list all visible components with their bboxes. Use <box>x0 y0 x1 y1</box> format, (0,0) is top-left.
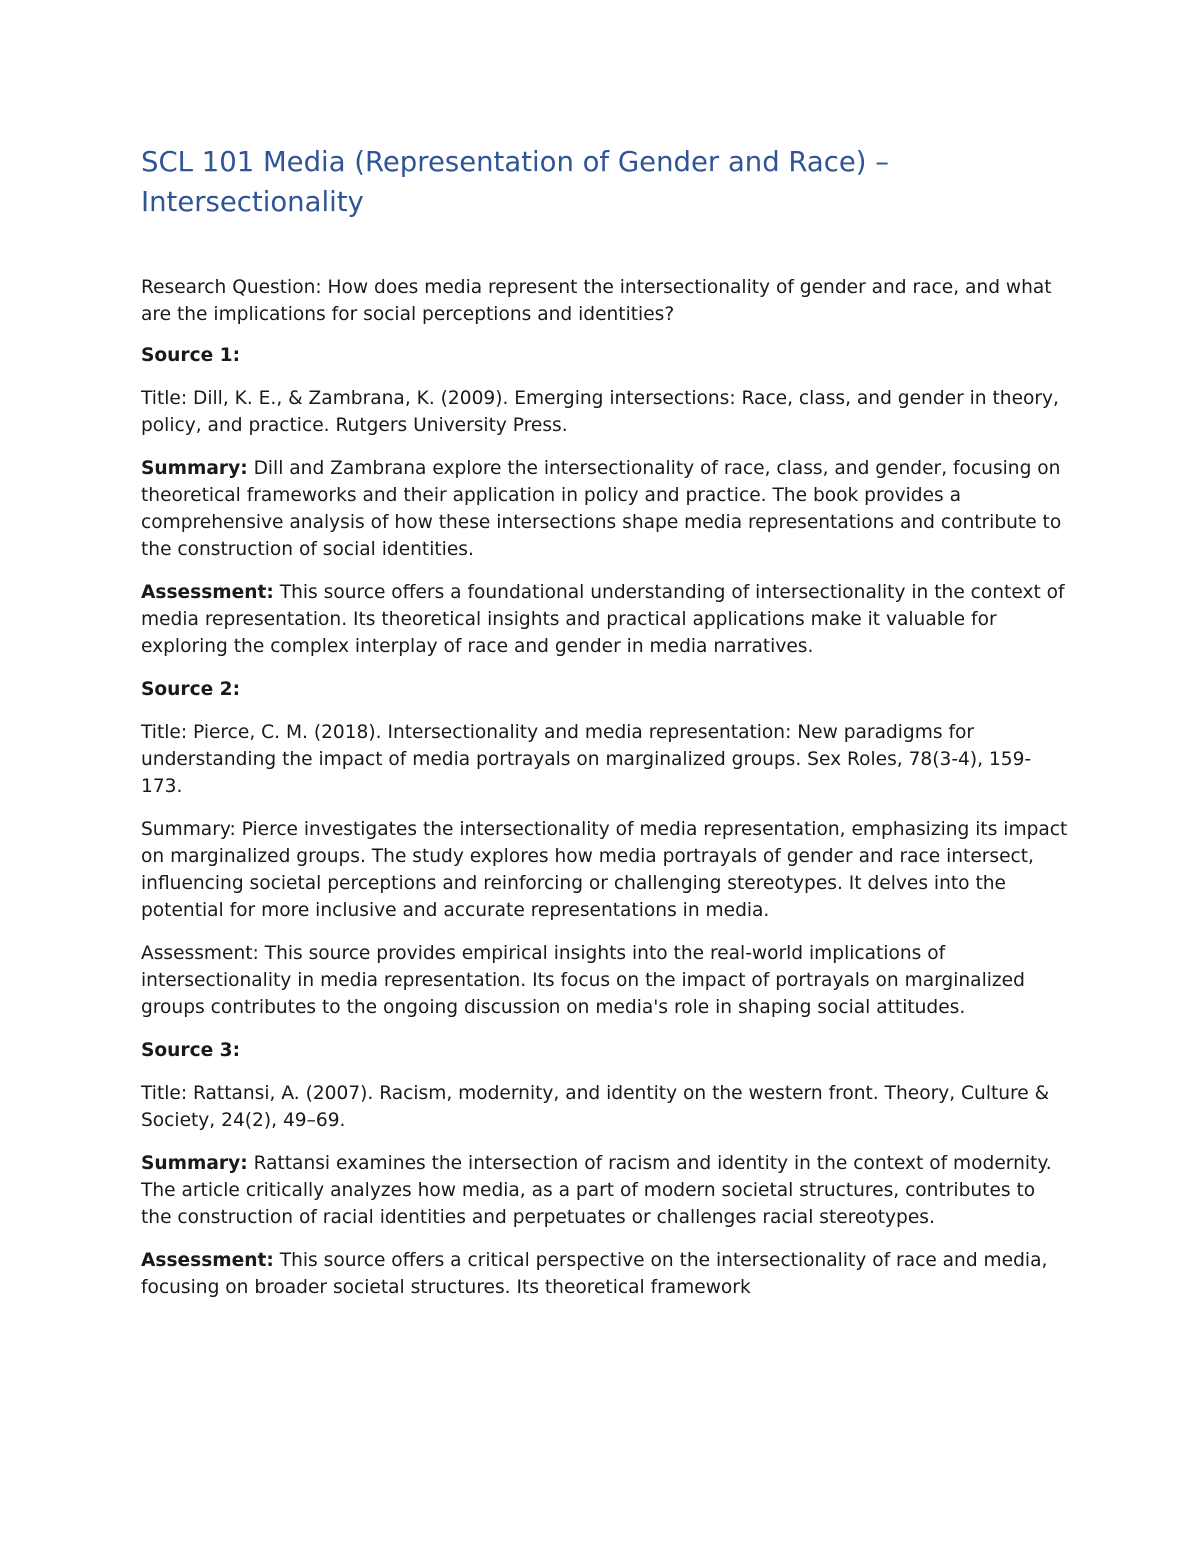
source-3 <box>141 1037 1071 1301</box>
source-summary <box>141 1150 1071 1231</box>
source-summary <box>141 455 1071 563</box>
source-heading: Source 1: <box>141 345 241 366</box>
source-1 <box>141 342 1071 660</box>
document-title: SCL 101 Media (Representation of Gender and Race) – Intersectionality <box>141 146 890 218</box>
source-assessment <box>141 1247 1071 1301</box>
source-summary: Summary: Pierce investigates the intersectionality of media representation, emphasizing its impact on marginalized groups. The study explores how media portrayals of gender and race intersect, influencing societal perceptions and reinforcing or challenging stereotypes. It delves into the potential for more inclusive and accurate representations in media. <box>141 819 1068 921</box>
source-heading: Source 2: <box>141 679 241 700</box>
source-assessment: Assessment: This source provides empirical insights into the real-world implications of intersectionality in media representation. Its focus on the impact of portrayals on marginalized groups contributes to the ongoing discussion on media's role in shaping social attitudes. <box>141 943 1025 1018</box>
assessment-label: Assessment: <box>141 582 274 603</box>
source-title: Title: Dill, K. E., & Zambrana, K. (2009). Emerging intersections: Race, class, and gender in theory, policy, and practice. Rutgers University Press. <box>141 388 1059 436</box>
assessment-label: Assessment: <box>141 1250 274 1271</box>
source-title: Title: Rattansi, A. (2007). Racism, modernity, and identity on the western front. Theory, Culture & Society, 24(2), 49–69. <box>141 1083 1050 1131</box>
summary-text: Dill and Zambrana explore the intersectionality of race, class, and gender, focusing on theoretical frameworks and their application in policy and practice. The book provides a comprehensive analysis of how these intersections shape media representations and contribute to the construction of social identities. <box>141 458 1062 560</box>
assessment-text: This source offers a foundational understanding of intersectionality in the context of media representation. Its theoretical insights and practical applications make it valuable for exploring the complex interplay of race and gender in media narratives. <box>141 582 1065 657</box>
summary-label: Summary: <box>141 1153 248 1174</box>
source-2 <box>141 676 1071 1021</box>
research-question: Research Question: How does media represent the intersectionality of gender and race, and what are the implications for social perceptions and identities? <box>141 277 1052 325</box>
summary-label: Summary: <box>141 458 248 479</box>
document-page <box>141 142 1071 1317</box>
source-assessment <box>141 579 1071 660</box>
assessment-text: This source offers a critical perspective on the intersectionality of race and media, focusing on broader societal structures. Its theoretical framework <box>141 1250 1048 1298</box>
source-heading: Source 3: <box>141 1040 241 1061</box>
summary-text: Rattansi examines the intersection of racism and identity in the context of modernity. The article critically analyzes how media, as a part of modern societal structures, contributes to the construction of racial identities and perpetuates or challenges racial stereotypes. <box>141 1153 1052 1228</box>
source-title: Title: Pierce, C. M. (2018). Intersectionality and media representation: New paradigms for understanding the impact of media portrayals on marginalized groups. Sex Roles, 78(3-4), 159-173. <box>141 722 1032 797</box>
